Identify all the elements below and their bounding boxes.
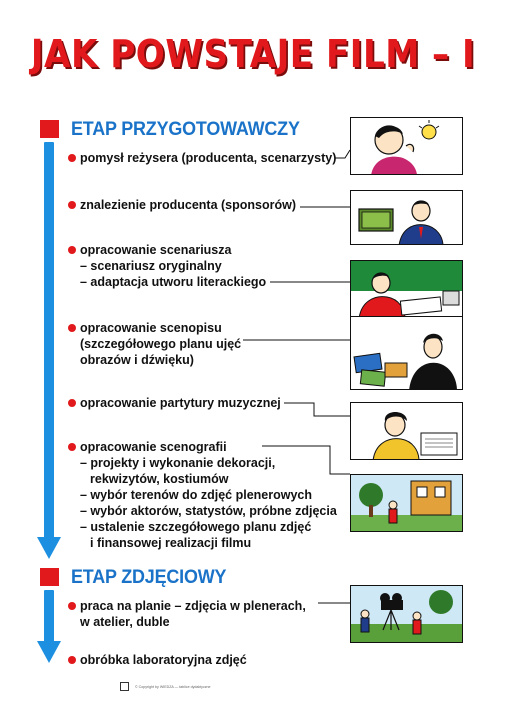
bullet-icon [68, 246, 76, 254]
item-text: pomysł reżysera (producenta, scenarzysty) [80, 151, 337, 165]
footer-text: © Copyright by WIEDZA — tablice dydaktyczne [135, 684, 211, 689]
item-subtext: – projekty i wykonanie dekoracji, [80, 456, 276, 470]
page-title: JAK POWSTAJE FILM – I [30, 32, 476, 76]
bullet-icon [68, 201, 76, 209]
item-text: opracowanie scenografii [80, 440, 227, 454]
timeline-arrow-shaft [44, 590, 54, 642]
bullet-icon [68, 154, 76, 162]
item-subtext: – scenariusz oryginalny [80, 259, 222, 273]
bullet-icon [68, 656, 76, 664]
list-item [68, 242, 266, 290]
item-subtext: (szczegółowego planu ujęć [80, 337, 242, 351]
item-subtext: rekwizytów, kostiumów [90, 472, 229, 486]
item-text: praca na planie – zdjęcia w plenerach, [80, 599, 306, 613]
item-subtext: – wybór terenów do zdjęć plenerowych [80, 488, 312, 502]
item-subtext: – ustalenie szczegółowego planu zdjęć [80, 520, 312, 534]
producent-with-money-case-icon [350, 190, 463, 245]
item-subtext: w atelier, duble [80, 615, 170, 629]
item-subtext: – adaptacja utworu literackiego [80, 275, 267, 289]
person-with-idea-icon [350, 117, 463, 175]
bullet-icon [68, 399, 76, 407]
section-title: ETAP ZDJĘCIOWY [71, 565, 227, 588]
list-item [68, 395, 281, 411]
item-text: znalezienie producenta (sponsorów) [80, 198, 296, 212]
composer-icon [350, 402, 463, 460]
list-item [68, 652, 247, 668]
bullet-icon [68, 324, 76, 332]
footer-credits [120, 682, 211, 691]
red-square-icon [40, 568, 59, 586]
writer-at-desk-icon [350, 260, 463, 318]
timeline-arrow-shaft [44, 142, 54, 538]
list-item [68, 150, 336, 166]
item-text: obróbka laboratoryjna zdjęć [80, 653, 247, 667]
list-item [68, 197, 296, 213]
storyboard-artist-icon [350, 316, 463, 390]
section-header-shooting [40, 566, 240, 588]
section-header-preparation [40, 118, 320, 140]
timeline-arrow-head-icon [37, 537, 61, 559]
timeline-arrow-head-icon [37, 641, 61, 663]
list-item [68, 439, 337, 551]
item-subtext: – wybór aktorów, statystów, próbne zdjęcia [80, 504, 337, 518]
item-text: opracowanie scenopisu [80, 321, 222, 335]
section-title: ETAP PRZYGOTOWAWCZY [71, 117, 300, 140]
bullet-icon [68, 602, 76, 610]
set-design-icon [350, 474, 463, 532]
red-square-icon [40, 120, 59, 138]
item-text: opracowanie partytury muzycznej [80, 396, 281, 410]
film-crew-icon [350, 585, 463, 643]
item-subtext: i finansowej realizacji filmu [90, 536, 252, 550]
publisher-logo-icon [120, 682, 129, 691]
bullet-icon [68, 443, 76, 451]
list-item [68, 320, 241, 368]
item-subtext: obrazów i dźwięku) [80, 353, 194, 367]
list-item [68, 598, 306, 630]
item-text: opracowanie scenariusza [80, 243, 232, 257]
